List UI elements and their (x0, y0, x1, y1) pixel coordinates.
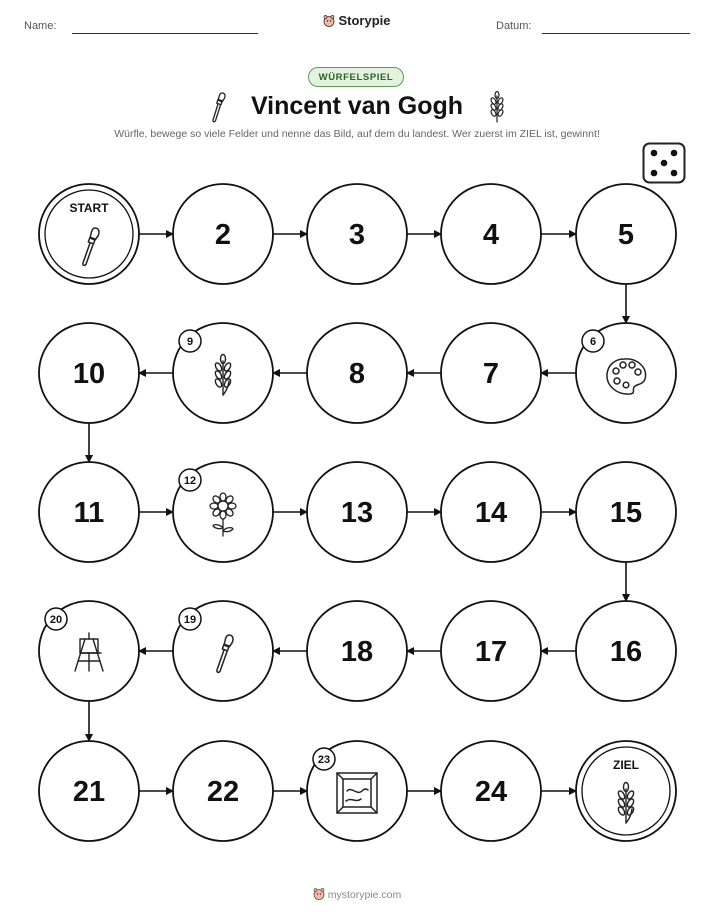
page-title: Vincent van Gogh (250, 92, 464, 120)
board-space-18 (307, 601, 407, 701)
game-type-badge: WÜRFELSPIEL (308, 67, 404, 87)
space-number-label: 20 (49, 614, 63, 626)
board-space-14 (441, 462, 541, 562)
date-label: Datum: (496, 20, 532, 32)
space-number-label: 16 (609, 636, 643, 668)
board-space-23 (307, 741, 407, 841)
board-space-11 (39, 462, 139, 562)
start-space (39, 184, 139, 284)
space-number-label: 18 (340, 636, 374, 668)
board-space-8 (307, 323, 407, 423)
board-space-17 (441, 601, 541, 701)
board-space-20 (39, 601, 139, 701)
finish-label: ZIEL (613, 758, 639, 772)
space-number-label: 24 (474, 776, 508, 808)
board-space-16 (576, 601, 676, 701)
board-space-5 (576, 184, 676, 284)
space-number-label: 2 (214, 219, 232, 251)
space-number-label: 14 (474, 497, 508, 529)
brand-name: Storypie (338, 13, 391, 28)
board-space-2 (173, 184, 273, 284)
board-space-10 (39, 323, 139, 423)
space-number-label: 21 (72, 776, 106, 808)
board-space-9 (173, 323, 273, 423)
board-space-22 (173, 741, 273, 841)
space-number-label: 4 (482, 219, 500, 251)
board-space-24 (441, 741, 541, 841)
footer-url[interactable]: mystorypie.com (327, 889, 402, 901)
space-number-label: 15 (609, 497, 643, 529)
space-circle (39, 184, 139, 284)
board-space-7 (441, 323, 541, 423)
space-number-label: 7 (482, 358, 500, 390)
board-space-13 (307, 462, 407, 562)
space-number-label: 10 (72, 358, 106, 390)
board-space-6 (576, 323, 676, 423)
space-number-label: 13 (340, 497, 374, 529)
name-label: Name: (24, 20, 57, 32)
space-number-label: 19 (183, 614, 197, 626)
footer (0, 888, 714, 901)
footer-logo-icon (313, 888, 325, 900)
space-number-label: 8 (348, 358, 366, 390)
space-number-label: 22 (206, 776, 240, 808)
board-space-12 (173, 462, 273, 562)
space-number-label: 3 (348, 219, 366, 251)
space-number-label: 6 (589, 336, 597, 348)
finish-space (576, 741, 676, 841)
space-number-label: 11 (73, 497, 105, 529)
board-space-15 (576, 462, 676, 562)
board-space-21 (39, 741, 139, 841)
space-number-label: 17 (474, 636, 508, 668)
space-number-label: 9 (186, 336, 194, 348)
board-space-19 (173, 601, 273, 701)
start-label: START (69, 201, 109, 215)
board-space-4 (441, 184, 541, 284)
space-number-label: 5 (617, 219, 635, 251)
instructions: Würfle, bewege so viele Felder und nenne das Bild, auf dem du landest. Wer zuerst im ZIEL ist, gewinnt! (114, 128, 600, 140)
space-number-label: 23 (317, 754, 331, 766)
space-number-label: 12 (183, 475, 197, 487)
board-space-3 (307, 184, 407, 284)
